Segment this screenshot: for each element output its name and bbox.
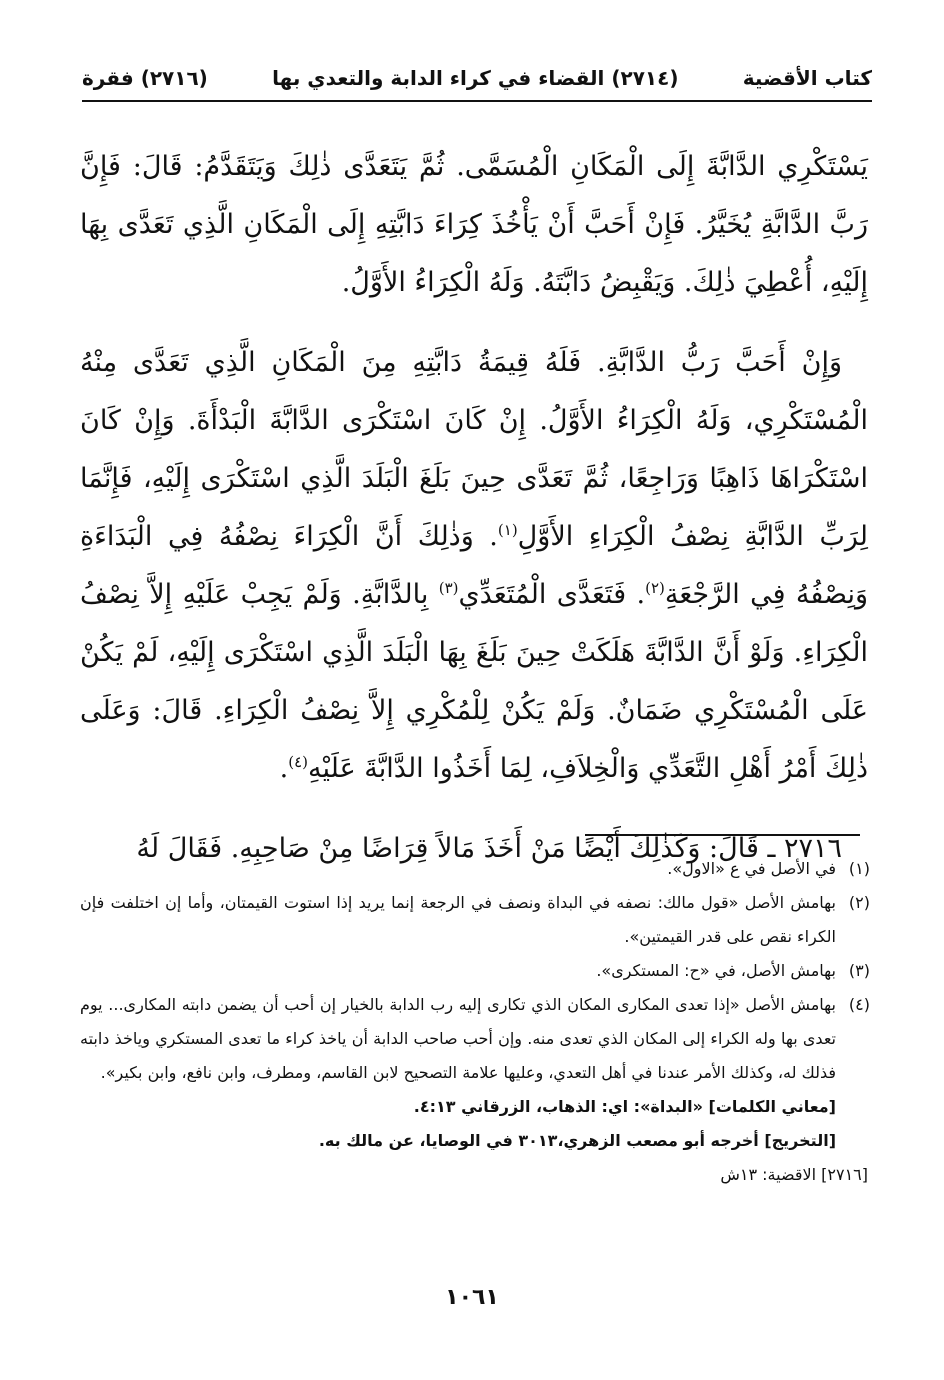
paragraph-2-part-b: . وَذٰلِكَ أَنَّ الْكِرَاءَ نِصْفُهُ فِي الْبَدَاءَةِ وَنِصْفُهُ فِي الرَّجْعَةِ xyxy=(80,521,868,610)
paragraph-3: ٢٧١٦ ـ قَالَ: وَكَذٰلِكَ أَيْضًا مَنْ أَخَذَ مَالاً قِرَاضًا مِنْ صَاحِبِهِ. فَقَالَ لَهُ xyxy=(136,833,842,864)
header-chapter-title: (٢٧١٤) القضاء في كراء الدابة والتعدي بها xyxy=(272,66,679,90)
footnote-text: بهامش الأصل «إذا تعدى المكارى المكان الذي تكارى إليه رب الدابة بالخيار إن أحب أن يضمن دابته المكارى... يوم تعدى بها وله الكراء إلى المكان الذي تعدى منه. وإن أحب صاحب الدابة أن ياخذ كراء ما تعدى المستكري وياخذ دابته فذلك له، وكذلك الأمر عندنا في أهل التعدي، وعليها علامة التصحيح لابن القاسم، ومطرف، وابن نافع، وابن بكير». xyxy=(80,995,836,1082)
paragraph-2-part-c: . فَتَعَدَّى الْمُتَعَدِّي xyxy=(458,579,646,610)
paragraph-1: يَسْتَكْرِي الدَّابَّةَ إِلَى الْمَكَانِ الْمُسَمَّى. ثُمَّ يَتَعَدَّى ذٰلِكَ وَيَتَقَدَّمُ: قَالَ: فَإِنَّ رَبَّ الدَّابَّةِ يُخَيَّرُ. فَإِنْ أَحَبَّ أَنْ يَأْخُذَ كِرَاءَ دَابَّتِهِ إِلَى الْمَكَانِ الَّذِي تَعَدَّى بِهَا إِلَيْهِ، أُعْطِيَ ذٰلِكَ. وَيَقْبِضُ دَابَّتَهُ. وَلَهُ الْكِرَاءُ الأَوَّلُ. xyxy=(80,151,868,298)
footnote-text: بهامش الأصل، في «ح: المستكرى». xyxy=(596,961,836,980)
header-book-title: كتاب الأقضية xyxy=(742,66,872,90)
vocabulary-label: [معاني الكلمات] xyxy=(708,1097,836,1116)
vocabulary-text: «البداة»: اي: الذهاب، الزرقاني ٤:١٣. xyxy=(413,1097,703,1116)
footnote-number: (٣) xyxy=(848,961,870,980)
footnote-mark-4: (٤) xyxy=(288,753,309,771)
header-divider xyxy=(82,100,872,102)
takhrij-note xyxy=(80,1124,836,1158)
footnote-number: (١) xyxy=(848,859,870,878)
footnote-divider xyxy=(585,834,860,836)
footnote-number: (٢) xyxy=(848,893,870,912)
footnote-number: (٤) xyxy=(848,995,870,1014)
footnote xyxy=(80,852,870,886)
vocabulary-note xyxy=(80,1090,836,1124)
footnote-mark-2: (٢) xyxy=(645,579,665,597)
page-number: ١٠٦١ xyxy=(445,1285,499,1310)
takhrij-label: [التخريج] xyxy=(764,1131,836,1150)
paragraph-2-part-d: بِالدَّابَّةِ. وَلَمْ يَجِبْ عَلَيْهِ إِلاَّ نِصْفُ الْكِرَاءِ. وَلَوْ أَنَّ الدَّابَّةَ هَلَكَتْ حِينَ بَلَغَ بِهَا الْبَلَدَ الَّذِي اسْتَكْرَى إِلَيْهِ، لَمْ يَكُنْ عَلَى الْمُسْتَكْرِي ضَمَانٌ. وَلَمْ يَكُنْ لِلْمُكْرِي إِلاَّ نِصْفُ الْكِرَاءِ. قَالَ: وَعَلَى ذٰلِكَ أَمْرُ أَهْلِ التَّعَدِّي وَالْخِلاَفِ، لِمَا أَخَذُوا الدَّابَّةَ عَلَيْهِ xyxy=(80,579,868,784)
header-paragraph-number: (٢٧١٦) فقرة xyxy=(82,66,208,90)
takhrij-text: أخرجه أبو مصعب الزهري،٣٠١٣ في الوصايا، عن مالك به. xyxy=(318,1131,759,1150)
footnote xyxy=(80,954,870,988)
paragraph-2 xyxy=(80,334,868,798)
paragraph-2-part-e: . xyxy=(279,753,289,784)
footnote-mark-1: (١) xyxy=(497,521,518,539)
footnote xyxy=(80,988,870,1090)
footnote-mark-3: (٣) xyxy=(438,579,459,597)
footnote-text: في الأصل في ع «الاول». xyxy=(667,859,836,878)
footnote xyxy=(80,886,870,954)
main-text xyxy=(80,138,868,900)
cross-reference: [٢٧١٦] الاقضية: ١٣ش xyxy=(720,1165,868,1184)
running-header xyxy=(82,60,872,96)
footnote-text: بهامش الأصل «قول مالك: نصفه في البداة ونصف في الرجعة إنما يريد إذا استوت القيمتان، وأما إن اختلفت فإن الكراء نقص على قدر القيمتين». xyxy=(80,893,836,946)
footnotes xyxy=(80,852,870,1192)
paragraph-2-part-a: وَإِنْ أَحَبَّ رَبُّ الدَّابَّةِ. فَلَهُ قِيمَةُ دَابَّتِهِ مِنَ الْمَكَانِ الَّذِي تَعَدَّى مِنْهُ الْمُسْتَكْرِي، وَلَهُ الْكِرَاءُ الأَوَّلُ. إِنْ كَانَ اسْتَكْرَى الدَّابَّةَ الْبَدْأَةَ. وَإِنْ كَانَ اسْتَكْرَاهَا ذَاهِبًا وَرَاجِعًا، ثُمَّ تَعَدَّى حِينَ بَلَغَ الْبَلَدَ الَّذِي اسْتَكْرَى إِلَيْهِ، فَإِنَّمَا لِرَبِّ الدَّابَّةِ نِصْفُ الْكِرَاءِ الأَوَّلِ xyxy=(80,347,868,552)
